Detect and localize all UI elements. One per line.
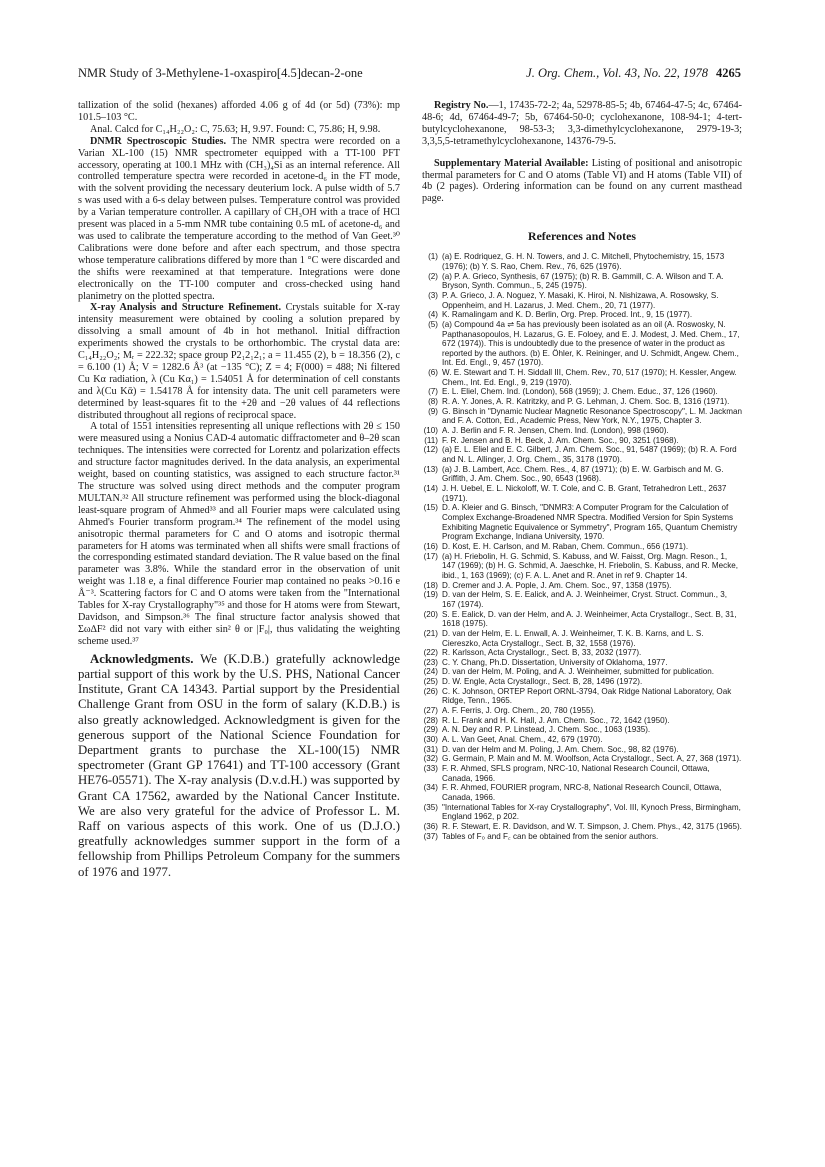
dnmr-text: The NMR spectra were recorded on a Varian XL-100 (15) NMR spectrometer equipped with a TT-100 PFT accessory, operating at 100.1 MHz with (CH₃)₄Si as an internal reference. All controlled temperature spectra were recorded in acetone-d₆ in the FT mode, with the solvent providing the necessary deuterium lock. A pulse width of 5.7 s was used with a 6-s delay between pulses. Temperature control was provided by a Varian temperature controller. A capillary of CH₃OH with a trace of HCl present was placed in a 5-mm NMR tube containing 0.5 mL of acetone-d₆ and was used to calibrate the temperature according to the method of Van Geet.³⁰ Calibrations were done before and after each spectrum, and those spectra whose temperature calibrations differed by more than 1 °C were discarded and the shifts were reexamined at that temperature. Integrations were done electronically on the TT-100 computer and cross-checked using hand planimetry on the plotted spectra.	[78, 135, 400, 302]
reference-text: D. van der Helm and M. Poling, J. Am. Chem. Soc., 98, 82 (1976).	[442, 744, 679, 754]
registry-numbers	[422, 100, 742, 148]
reference-number: (30)	[423, 735, 438, 745]
paragraph-acknowledgments	[78, 652, 400, 880]
paragraph-tallization: tallization of the solid (hexanes) afforded 4.06 g of 4d (or 5d) (73%): mp 101.5–103 °C.	[78, 100, 400, 123]
reference-text: C. K. Johnson, ORTEP Report ORNL-3794, Oak Ridge National Laboratory, Oak Ridge, Tenn., 1965.	[442, 686, 732, 706]
reference-item	[422, 725, 742, 735]
reference-text: F. R. Jensen and B. H. Beck, J. Am. Chem. Soc., 90, 3251 (1968).	[442, 435, 679, 445]
reference-text: F. R. Ahmed, SFLS program, NRC-10, National Research Council, Ottawa, Canada, 1966.	[442, 764, 710, 783]
reference-item	[422, 764, 742, 783]
reference-item	[422, 320, 742, 368]
reference-number: (35)	[423, 802, 438, 812]
reference-text: D. Kost, E. H. Carlson, and M. Raban, Chem. Commun., 656 (1971).	[442, 541, 689, 551]
registry-heading: Registry No.	[434, 100, 489, 111]
reference-text: E. L. Eliel, Chem. Ind. (London), 568 (1959); J. Chem. Educ., 37, 126 (1960).	[442, 387, 718, 397]
reference-text: D. van der Helm, M. Poling, and A. J. Weinheimer, submitted for publication.	[442, 667, 715, 677]
reference-text: A. N. Dey and R. P. Linstead, J. Chem. Soc., 1063 (1935).	[442, 725, 651, 735]
reference-number: (32)	[423, 754, 438, 764]
reference-text: G. Germain, P. Main and M. M. Woolfson, Acta Crystallogr., Sect. A, 27, 368 (1971).	[442, 754, 742, 764]
supp-text: Listing of positional and anisotropic thermal parameters for C and O atoms (Table VI) and H atoms (Table VII) of 4b (2 pages). Ordering information can be found on any current masthead page.	[422, 157, 742, 205]
reference-text: A. F. Ferris, J. Org. Chem., 20, 780 (1955).	[442, 706, 596, 716]
page-number: 4265	[716, 66, 741, 80]
reference-number: (16)	[423, 541, 438, 551]
reference-item	[422, 436, 742, 446]
supplementary-material	[422, 158, 742, 206]
reference-item	[422, 677, 742, 687]
references-list	[422, 252, 742, 841]
reference-number: (14)	[423, 484, 438, 493]
reference-item	[422, 581, 742, 591]
reference-number: (25)	[423, 677, 438, 687]
reference-text: A. L. Van Geet, Anal. Chem., 42, 679 (1970).	[442, 735, 603, 745]
reference-number: (20)	[423, 609, 438, 619]
reference-text: D. Cremer and J. A. Pople, J. Am. Chem. Soc., 97, 1358 (1975).	[442, 580, 672, 590]
paragraph-xray	[78, 302, 400, 421]
reference-item	[422, 484, 742, 503]
reference-number: (26)	[423, 686, 438, 696]
reference-number: (29)	[423, 725, 438, 735]
reference-item	[422, 252, 742, 271]
reference-number: (37)	[423, 831, 438, 841]
reference-number: (2)	[428, 271, 438, 281]
reference-number: (10)	[423, 426, 438, 436]
ack-heading: Acknowledgments.	[90, 651, 194, 666]
reference-number: (27)	[423, 706, 438, 716]
reference-text: (a) J. B. Lambert, Acc. Chem. Res., 4, 87 (1971); (b) E. W. Garbisch and M. G. Griffith, J. Am. Chem. Soc., 90, 6543 (1968).	[442, 464, 724, 484]
reference-item	[422, 542, 742, 552]
reference-number: (4)	[428, 310, 438, 320]
reference-number: (15)	[423, 503, 438, 513]
reference-item	[422, 716, 742, 726]
reference-text: "International Tables for X-ray Crystallography", Vol. III, Kynoch Press, Birmingham, England 1962, p 202.	[442, 802, 741, 822]
reference-number: (11)	[424, 435, 438, 445]
journal-citation	[526, 66, 741, 81]
reference-text: W. E. Stewart and T. H. Siddall III, Chem. Rev., 70, 517 (1970); H. Kessler, Angew. Chem., Int. Ed. Engl., 9, 219 (1970).	[442, 368, 737, 387]
reference-item	[422, 310, 742, 320]
reference-item	[422, 272, 742, 291]
reference-text: (a) H. Friebolin, H. G. Schmid, S. Kabuss, and W. Faisst, Org. Magn. Reson., 1, 147 (1969); (b) H. G. Schmid, A. Jaeschke, H. Friebolin, S. Kabuss, and R. Mecke, ibid., 1, 163 (1969); (c) F. A. L. Anet and R. Anet in ref 9. Chapter 14.	[442, 551, 738, 580]
references-heading: References and Notes	[528, 229, 636, 244]
reference-number: (24)	[423, 667, 438, 677]
reference-text: R. F. Stewart, E. R. Davidson, and W. T. Simpson, J. Chem. Phys., 42, 3175 (1965).	[442, 821, 742, 831]
reference-item	[422, 832, 742, 842]
reference-item	[422, 291, 742, 310]
reference-item	[422, 754, 742, 764]
reference-item	[422, 368, 742, 387]
reference-item	[422, 407, 742, 426]
reference-item	[422, 803, 742, 822]
reference-number: (8)	[428, 397, 438, 407]
reference-item	[422, 397, 742, 407]
reference-text: (a) Compound 4a ⇌ 5a has previously been isolated as an oil (A. Roswosky, N. Papthanasopoulos, H. Lazarus, G. E. Foloey, and E. J. Modest, J. Med. Chem., 17, 672 (1974)). This is undoubtedly due to the presence of water in the product as reported by the authors. (b) E. Öhler, K. Reininger, and U. Schmidt, Angew. Chem., Int. Ed. Engl., 9, 457 (1970).	[442, 319, 740, 368]
reference-number: (13)	[423, 464, 438, 474]
right-column	[422, 100, 742, 841]
reference-number: (3)	[428, 290, 438, 300]
reference-item	[422, 590, 742, 609]
reference-text: K. Ramalingam and K. D. Berlin, Org. Prep. Proced. Int., 9, 15 (1977).	[442, 310, 693, 320]
reference-text: C. Y. Chang, Ph.D. Dissertation, University of Oklahoma, 1977.	[442, 657, 668, 667]
reference-item	[422, 735, 742, 745]
reference-text: D. A. Kleier and G. Binsch, "DNMR3: A Computer Program for the Calculation of Complex Exchange-Broadened NMR Spectra. Modified Version for Spin Systems Exhibiting Magnetic Equivalence or Symmetry", Program 165, Quantum Chemistry Program Exchange, Indiana University, 1970.	[442, 503, 738, 542]
reference-item	[422, 629, 742, 648]
paragraph-anal: Anal. Calcd for C₁₄H₂₂O₂: C, 75.63; H, 9.97. Found: C, 75.86; H, 9.98.	[90, 123, 381, 135]
reference-text: J. H. Uebel, E. L. Nickoloff, W. T. Cole, and C. B. Grant, Tetrahedron Lett., 2637 (1971).	[442, 484, 727, 503]
reference-item	[422, 706, 742, 716]
dnmr-heading: DNMR Spectroscopic Studies.	[90, 135, 227, 147]
reference-number: (23)	[423, 657, 438, 667]
running-title: NMR Study of 3-Methylene-1-oxaspiro[4.5]decan-2-one	[78, 66, 363, 80]
reference-item	[422, 783, 742, 802]
reference-item	[422, 552, 742, 581]
reference-number: (7)	[428, 387, 438, 397]
reference-item	[422, 445, 742, 464]
reference-text: D. van der Helm, E. L. Enwall, A. J. Weinheimer, T. K. B. Karns, and L. S. Ciereszko, Acta Crystallogr., Sect. B, 32, 1558 (1976).	[442, 628, 704, 648]
reference-number: (12)	[423, 445, 438, 455]
paragraph-total-intensities: A total of 1551 intensities representing all unique reflections with 2θ ≤ 150 were measured using a Nonius CAD-4 automatic diffractometer and θ–2θ scan techniques. The intensities were corrected for Lorentz and polarization effects and structure factor magnitudes derived. In the data analysis, an experimental weight, based on counting statistics, was assigned to each structure factor.³¹ The structure was solved using direct methods and the computer program MULTAN.³² All structure refinement was performed using the block-diagonal least-square program of Ahmed³³ and all Fourier maps were calculated using Ahmed's Fourier transform program.³⁴ The refinement of the model using anisotropic thermal parameters for C and O atoms and isotropic thermal parameters for H atoms was terminated when all shifts were small fractions of the corresponding estimated standard deviation. The R value based on the final parameter was 3.8%. While the standard error in the observation of unit weight was 1.18 e, a final difference Fourier map contained no peaks >0.16 e Å⁻³. Scattering factors for C and O atoms were taken from the "International Tables for X-ray Crystallography"³⁵ and those for H atoms were from Stewart, Davidson, and Simpson.³⁶ The final structure factor analysis showed that Σω∆F² did not vary with either sin² θ or |F₀|, thus validating the weighting scheme used.³⁷	[78, 421, 400, 647]
reference-number: (36)	[423, 821, 438, 831]
reference-number: (6)	[428, 368, 438, 378]
reference-number: (9)	[428, 406, 438, 416]
reference-text: S. E. Ealick, D. van der Helm, and A. J. Weinheimer, Acta Crystallogr., Sect. B, 31, 1618 (1975).	[442, 609, 737, 629]
reference-number: (18)	[423, 580, 438, 590]
reference-number: (17)	[423, 551, 438, 561]
reference-item	[422, 745, 742, 755]
reference-item	[422, 610, 742, 629]
ack-text: We (K.D.B.) gratefully acknowledge partial support of this work by the U.S. PHS, National Cancer Institute, Grant CA 14343. Partial support by the Presidential Challenge Grant from OSU in the form of salary (K.D.B.) is also greatly acknowledged. Acknowledgment is given for the generous support of the National Science Foundation for Department grants to purchase the XL-100(15) NMR spectrometer (Grant GP 17641) and TT-100 accessory (Grant HE76-05571). The X-ray analysis (D.v.d.H.) was supported by Grant CA 17562, awarded by the National Cancer Institute. We are also very grateful for the advice of Professor L. M. Raff on various aspects of this work. One of us (D.J.O.) greatfully acknowledges summer support in the form of a fellowship from Phillips Petroleum Company for the summers of 1976 and 1977.	[78, 651, 400, 879]
running-header	[78, 66, 741, 82]
reference-text: P. A. Grieco, J. A. Noguez, Y. Masaki, K. Hiroi, N. Nishizawa, A. Rosowsky, S. Oppenheim, and H. Lazarus, J. Med. Chem., 20, 71 (1977).	[442, 290, 719, 310]
reference-text: (a) P. A. Grieco, Synthesis, 67 (1975); (b) R. B. Gammill, C. A. Wilson and T. A. Bryson, Synth. Commun., 5, 245 (1975).	[442, 271, 724, 291]
reference-text: G. Binsch in "Dynamic Nuclear Magnetic Resonance Spectroscopy", L. M. Jackman and F. A. Cotton, Ed., Academic Press, New York, N.Y., 1975, Chapter 3.	[442, 406, 742, 426]
left-column	[78, 100, 400, 880]
reference-text: (a) E. L. Eliel and E. C. Gilbert, J. Am. Chem. Soc., 91, 5487 (1969); (b) R. A. Ford and N. L. Allinger, J. Org. Chem., 35, 3178 (1970).	[442, 445, 737, 465]
reference-number: (21)	[423, 628, 438, 638]
reference-text: D. W. Engle, Acta Crystallogr., Sect. B, 28, 1496 (1972).	[442, 677, 643, 687]
reference-item	[422, 387, 742, 397]
reference-text: A. J. Berlin and F. R. Jensen, Chem. Ind. (London), 998 (1960).	[442, 426, 669, 436]
reference-item	[422, 667, 742, 677]
reference-number: (31)	[423, 744, 438, 754]
journal-name: J. Org. Chem., Vol. 43, No. 22, 1978	[526, 66, 708, 80]
reference-item	[422, 687, 742, 706]
reference-number: (22)	[423, 648, 438, 658]
registry-text: —1, 17435-72-2; 4a, 52978-85-5; 4b, 67464-47-5; 4c, 67464-48-6; 4d, 67464-49-7; 5b, 67464-50-0; cyclohexanone, 108-94-1; 4-tert-butylcyclohexanone, 98-53-3; 3,3-dimethylcyclohexanone, 2979-19-3; 3,3,5,5-tetramethylcyclohexanone, 14376-79-5.	[422, 100, 742, 147]
reference-item	[422, 822, 742, 832]
reference-text: F. R. Ahmed, FOURIER program, NRC-8, National Research Council, Ottawa, Canada, 1966.	[442, 783, 722, 802]
reference-item	[422, 465, 742, 484]
reference-item	[422, 426, 742, 436]
xray-heading: X-ray Analysis and Structure Refinement.	[90, 302, 281, 314]
reference-number: (1)	[428, 252, 438, 262]
reference-text: R. L. Frank and H. K. Hall, J. Am. Chem. Soc., 72, 1642 (1950).	[442, 715, 670, 725]
reference-text: D. van der Helm, S. E. Ealick, and A. J. Weinheimer, Cryst. Struct. Commun., 3, 167 (1974).	[442, 590, 728, 609]
reference-number: (28)	[423, 715, 438, 725]
reference-number: (19)	[423, 590, 438, 600]
reference-text: R. Karlsson, Acta Crystallogr., Sect. B, 33, 2032 (1977).	[442, 648, 642, 658]
xray-text: Crystals suitable for X-ray intensity measurement were obtained by cooling a solution prepared by dissolving a small amount of 4b in hot methanol. Initial diffraction experiments showed the crystals to be orthorhombic. The crystal data are: C₁₄H₂₂O₂; Mᵣ = 222.32; space group P2₁2₁2₁; a = 11.455 (2), b = 18.356 (2), c = 6.100 (1) Å; V = 1282.6 Å³ (at −135 °C); Z = 4; F(000) = 488; Ni filtered Cu Kα radiation, λ (Cu Kα₁) = 1.54051 Å for determination of cell constants and λ(Cu Kᾱ) = 1.54178 Å for intensity data. The unit cell parameters were determined by least-squares fit to the +2θ and −2θ values of 44 reflections distributed throughout all regions of reciprocal space.	[78, 302, 401, 421]
reference-number: (34)	[423, 783, 438, 793]
paragraph-dnmr	[78, 136, 400, 303]
reference-item	[422, 648, 742, 658]
reference-text: R. A. Y. Jones, A. R. Katritzky, and P. G. Lehman, J. Chem. Soc. B, 1316 (1971).	[442, 397, 730, 407]
reference-number: (33)	[423, 764, 438, 774]
reference-number: (5)	[428, 319, 438, 329]
supp-heading: Supplementary Material Available:	[434, 157, 589, 169]
reference-item	[422, 503, 742, 542]
reference-text: Tables of F₀ and F꜀ can be obtained from the senior authors.	[442, 831, 659, 841]
reference-text: (a) E. Rodriquez, G. H. N. Towers, and J. C. Mitchell, Phytochemistry, 15, 1573 (1976); (b) Y. S. Rao, Chem. Rev., 76, 625 (1976).	[442, 252, 725, 271]
reference-item	[422, 658, 742, 668]
